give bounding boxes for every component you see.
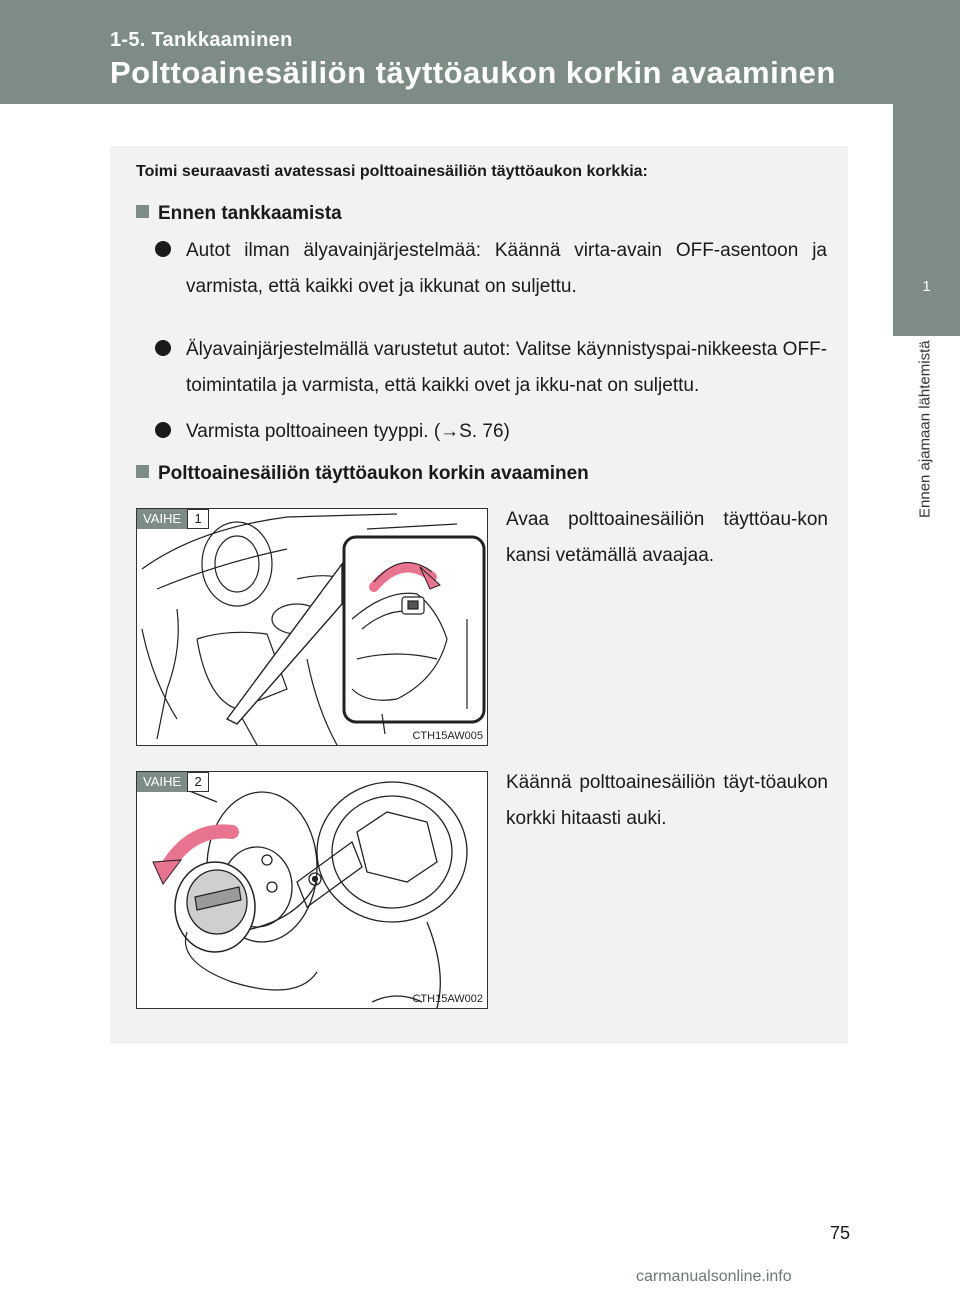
figure-code: CTH15AW002 xyxy=(412,993,483,1005)
step-1-text: Avaa polttoainesäiliön täyttöau-kon kansi vetämällä avaajaa. xyxy=(506,509,828,566)
figure-step-1 xyxy=(136,508,488,746)
list-item xyxy=(155,332,827,404)
section-heading-text: Ennen tankkaamista xyxy=(158,203,342,224)
figure-code: CTH15AW005 xyxy=(412,730,483,742)
list-item xyxy=(155,414,827,450)
step-badge xyxy=(137,772,209,792)
step-label: VAIHE xyxy=(137,772,187,792)
step-number: 2 xyxy=(187,772,209,792)
list-item xyxy=(155,233,827,305)
watermark: carmanualsonline.info xyxy=(636,1268,792,1285)
section-label: 1-5. Tankkaaminen xyxy=(110,29,293,51)
car-interior-illustration xyxy=(137,509,487,745)
bullet-dot-icon xyxy=(155,422,171,438)
page-number: 75 xyxy=(830,1223,851,1243)
list-item-text: Älyavainjärjestelmällä varustetut autot: Valitse käynnistyspai-nikkeesta OFF-toimintatila ja varmista, että kaikki ovet ja ikku-nat on suljettu. xyxy=(186,339,827,396)
chapter-number: 1 xyxy=(922,278,931,295)
step-label: VAIHE xyxy=(137,509,187,529)
step-number: 1 xyxy=(187,509,209,529)
figure-step-2 xyxy=(136,771,488,1009)
fuel-cap-illustration xyxy=(137,772,487,1008)
list-item-text: Autot ilman älyavainjärjestelmää: Käännä virta-avain OFF-asentoon ja varmista, että kaikki ovet ja ikkunat on suljettu. xyxy=(186,240,827,297)
list-item-text: Varmista polttoaineen tyyppi. (→S. 76) xyxy=(186,421,510,442)
chapter-tab[interactable] xyxy=(893,104,960,336)
page-header xyxy=(0,0,960,104)
bullet-dot-icon xyxy=(155,340,171,356)
chapter-title: Ennen ajamaan lähtemistä xyxy=(916,340,934,518)
step-badge xyxy=(137,509,209,529)
section-heading-open-cap xyxy=(136,463,589,485)
intro-text: Toimi seuraavasti avatessasi polttoainesäiliön täyttöaukon korkkia: xyxy=(136,163,648,180)
section-heading-before-refuel xyxy=(136,203,342,225)
step-2-text: Käännä polttoainesäiliön täyt-töaukon korkki hitaasti auki. xyxy=(506,772,828,829)
square-bullet-icon xyxy=(136,205,149,218)
section-heading-text: Polttoainesäiliön täyttöaukon korkin avaaminen xyxy=(158,463,589,484)
square-bullet-icon xyxy=(136,465,149,478)
page-title: Polttoainesäiliön täyttöaukon korkin avaaminen xyxy=(110,55,836,90)
bullet-dot-icon xyxy=(155,241,171,257)
